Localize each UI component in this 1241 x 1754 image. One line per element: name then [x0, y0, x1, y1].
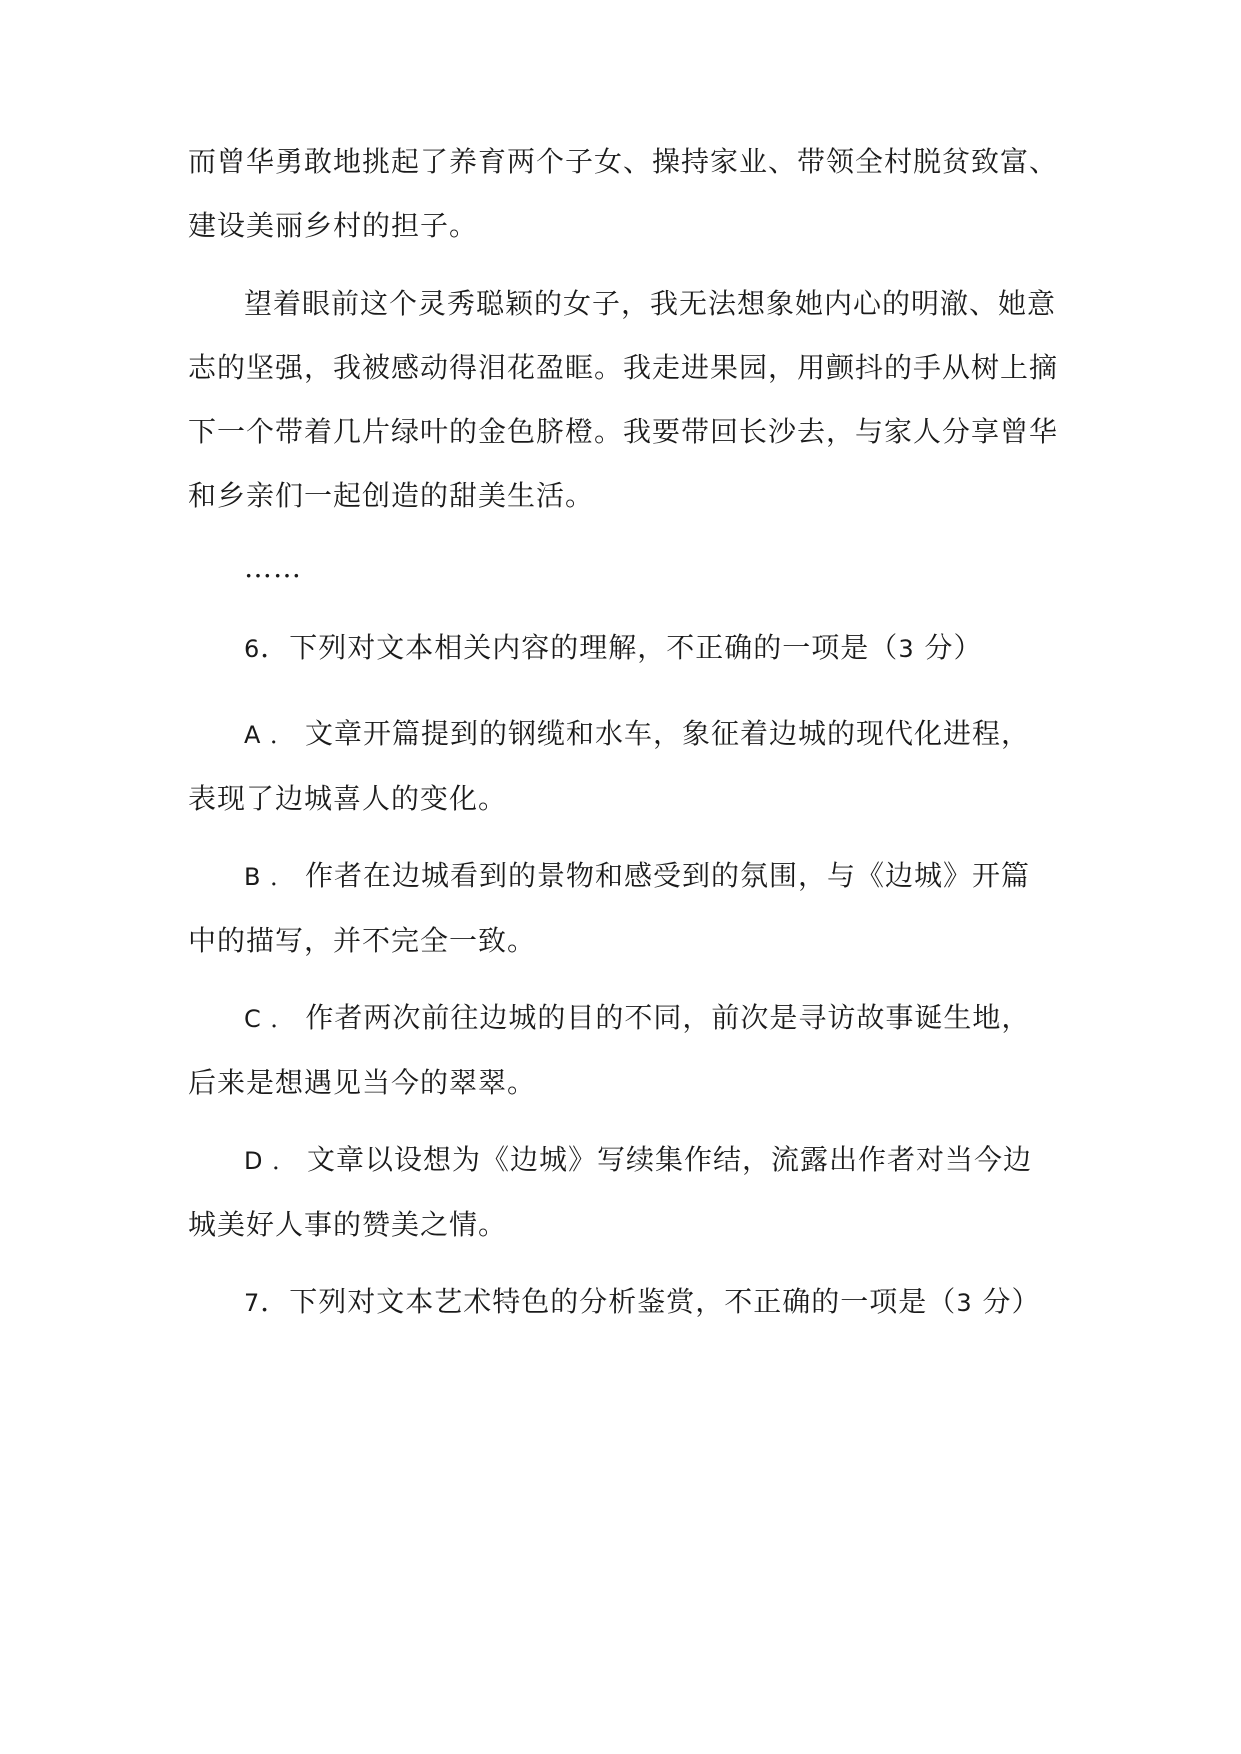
question-separator: ． — [260, 1285, 290, 1318]
option-separator: ． — [263, 1147, 298, 1175]
question-tail: 分） — [914, 631, 983, 664]
question-7 — [188, 1270, 1058, 1335]
option-letter: C — [244, 1005, 262, 1033]
option-letter: A — [244, 721, 262, 749]
option-text: 作者两次前往边城的目的不同，前次是寻访故事诞生地，后来是想遇见当今的翠翠。 — [188, 1001, 1031, 1099]
question-tail: 分） — [972, 1285, 1041, 1318]
question-score: 3 — [898, 635, 915, 663]
option-a — [188, 702, 1058, 831]
option-letter: B — [244, 863, 262, 891]
ellipsis-text: …… — [244, 551, 302, 584]
option-d — [188, 1128, 1058, 1257]
option-separator: ． — [261, 863, 296, 891]
question-stem: 下列对文本相关内容的理解，不正确的一项是（ — [289, 631, 899, 664]
question-separator: ． — [260, 631, 290, 664]
option-text: 作者在边城看到的景物和感受到的氛围，与《边城》开篇中的描写，并不完全一致。 — [188, 859, 1031, 957]
question-stem: 下列对文本艺术特色的分析鉴赏，不正确的一项是（ — [289, 1285, 957, 1318]
option-b — [188, 844, 1058, 973]
option-text: 文章以设想为《边城》写续集作结，流露出作者对当今边城美好人事的赞美之情。 — [188, 1143, 1033, 1241]
ellipsis — [188, 536, 1058, 600]
question-6 — [188, 616, 1058, 681]
question-number: 7 — [244, 1289, 261, 1317]
paragraph-text: 而曾华勇敢地挑起了养育两个子女、操持家业、带领全村脱贫致富、建设美丽乡村的担子。 — [188, 145, 1059, 242]
paragraph-orange-gift — [188, 272, 1058, 528]
paragraph-text: 望着眼前这个灵秀聪颖的女子，我无法想象她内心的明澈、她意志的坚强，我被感动得泪花盈眶。我走进果园，用颤抖的手从树上摘下一个带着几片绿叶的金色脐橙。我要带回长沙去，与家人分享曾华和乡亲们一起创造的甜美生活。 — [188, 287, 1059, 512]
option-letter: D — [244, 1147, 264, 1175]
option-c — [188, 986, 1058, 1115]
question-number: 6 — [244, 635, 261, 663]
option-separator: ． — [261, 721, 296, 749]
paragraph-continuation — [188, 130, 1058, 258]
option-separator: ． — [261, 1005, 296, 1033]
option-text: 文章开篇提到的钢缆和水车，象征着边城的现代化进程，表现了边城喜人的变化。 — [188, 717, 1030, 815]
question-score: 3 — [956, 1289, 973, 1317]
